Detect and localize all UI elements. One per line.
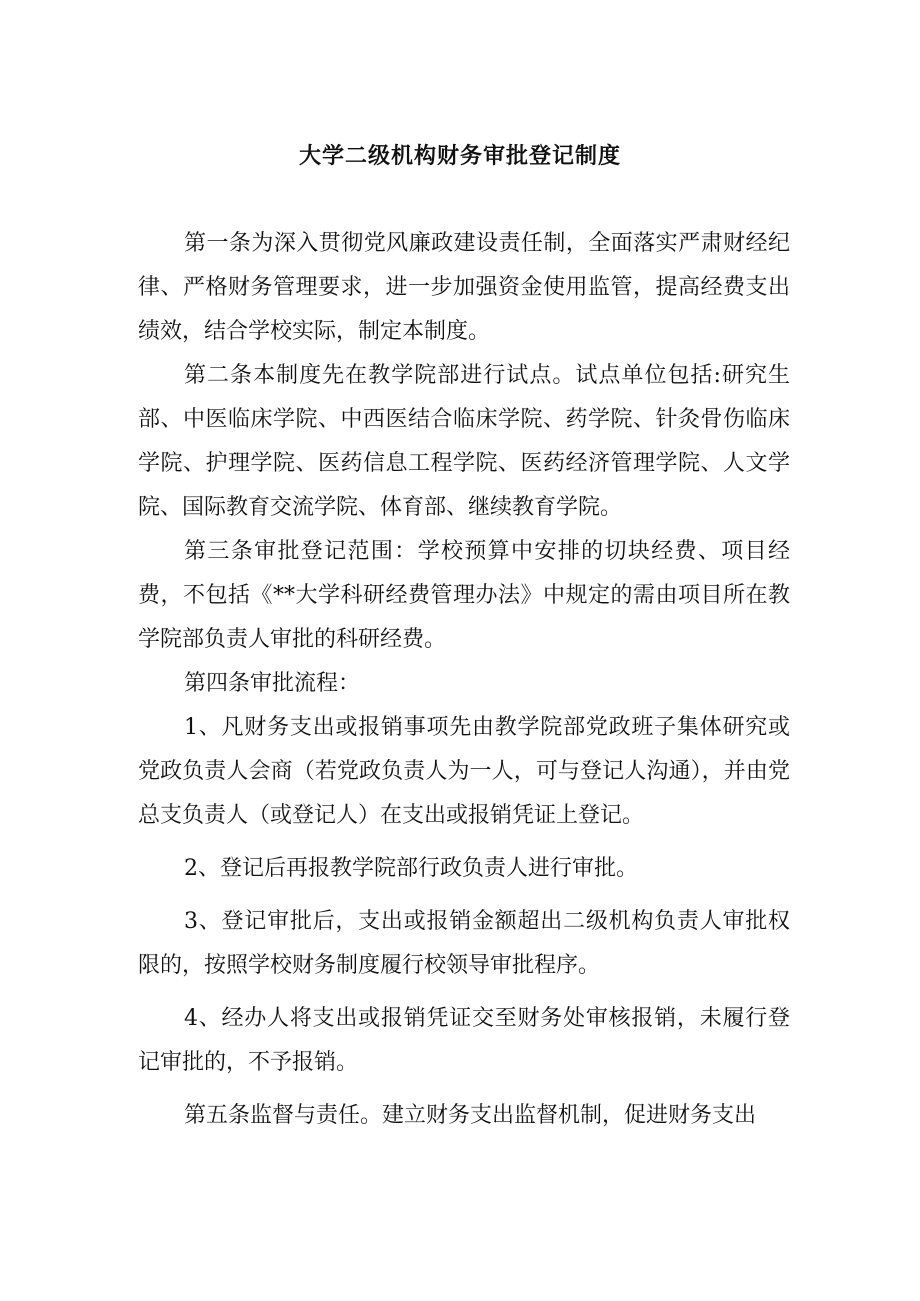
article-4-heading: 第四条审批流程： [184,671,361,696]
procedure-step-3: 3、登记审批后，支出或报销金额超出二级机构负责人审批权限的，按照学校财务制度履行校领导审批程序。 [138,909,790,978]
article-3-paragraph: 第三条审批登记范围：学校预算中安排的切块经费、项目经费，不包括《**大学科研经费管理办法》中规定的需由项目所在教学院部负责人审批的科研经费。 [138,539,790,652]
article-1-paragraph: 第一条为深入贯彻党风廉政建设责任制，全面落实严肃财经纪律、严格财务管理要求，进一步加强资金使用监管，提高经费支出绩效，结合学校实际，制定本制度。 [138,231,790,344]
article-5-paragraph: 第五条监督与责任。建立财务支出监督机制，促进财务支出 [184,1103,757,1128]
document-title: 大学二级机构财务审批登记制度 [298,144,621,169]
procedure-step-1: 1、凡财务支出或报销事项先由教学院部党政班子集体研究或党政负责人会商（若党政负责人为一人，可与登记人沟通），并由党总支负责人（或登记人）在支出或报销凭证上登记。 [138,715,790,828]
document-body [138,222,790,1138]
procedure-step-2: 2、登记后再报教学院部行政负责人进行审批。 [184,856,638,881]
article-2-paragraph: 第二条本制度先在教学院部进行试点。试点单位包括:研究生部、中医临床学院、中西医结合临床学院、药学院、针灸骨伤临床学院、护理学院、医药信息工程学院、医药经济管理学院、人文学院、国际教育交流学院、体育部、继续教育学院。 [138,363,790,520]
procedure-step-4: 4、经办人将支出或报销凭证交至财务处审核报销，未履行登记审批的，不予报销。 [138,1006,790,1075]
